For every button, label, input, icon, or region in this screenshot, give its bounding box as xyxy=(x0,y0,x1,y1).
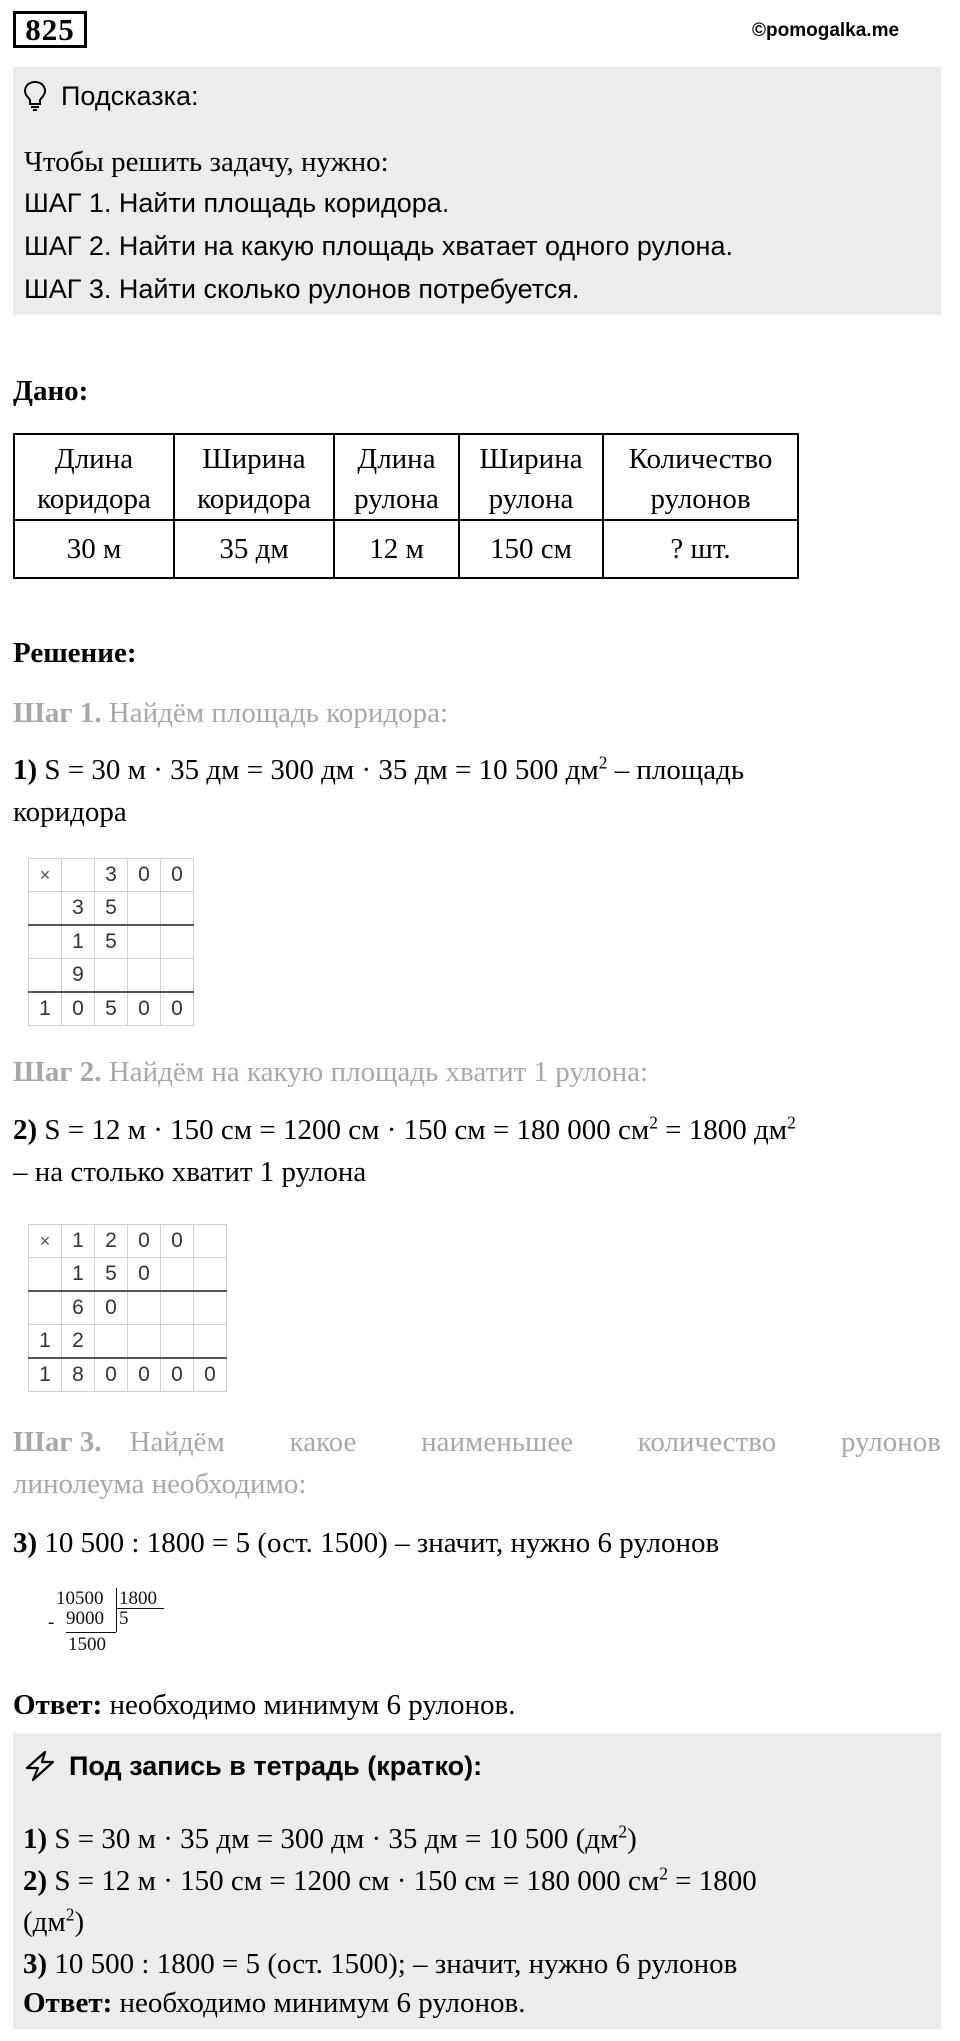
hint-step-1-label: ШАГ 1. xyxy=(24,188,112,218)
site-watermark: ©pomogalka.me xyxy=(752,20,900,41)
step-2-heading xyxy=(13,1056,648,1089)
given-header-cell: Ширина рулона xyxy=(459,434,603,520)
calc-cell xyxy=(128,1291,161,1325)
calc-cell: 0 xyxy=(161,992,194,1026)
calc-cell xyxy=(128,892,161,926)
calc-cell: 9 xyxy=(62,959,95,993)
hint-step-3-text: Найти сколько рулонов потребуется. xyxy=(118,274,580,304)
step-2-multiplication-grid xyxy=(28,1224,227,1392)
given-header-cell: Количество рулонов xyxy=(603,434,798,520)
step-3-text-line2: линолеума необходимо: xyxy=(13,1468,307,1500)
step-3-long-division xyxy=(48,1588,178,1678)
given-title: Дано: xyxy=(13,375,89,407)
step-2-number: 2) xyxy=(13,1114,38,1146)
division-subtract: 9000 xyxy=(66,1608,104,1629)
hint-step-2-label: ШАГ 2. xyxy=(24,231,112,261)
step-1-heading xyxy=(13,697,448,730)
task-number: 825 xyxy=(13,11,87,48)
division-remainder: 1500 xyxy=(68,1634,106,1655)
calc-cell: 0 xyxy=(62,992,95,1026)
step-3-formula-text: 10 500 : 1800 = 5 (ост. 1500) – значит, нужно 6 рулонов xyxy=(44,1527,720,1559)
step-3-label: Шаг 3. xyxy=(13,1426,102,1458)
notes-line-2 xyxy=(23,1865,757,1898)
step-3-text: Найдём какое наименьшее количество рулонов xyxy=(129,1426,941,1458)
calc-cell: 0 xyxy=(128,992,161,1026)
hint-intro: Чтобы решить задачу, нужно: xyxy=(24,146,389,178)
step-1-tail: – площадь xyxy=(607,754,745,786)
notes-line-2b xyxy=(23,1906,84,1939)
calc-cell: 2 xyxy=(62,1325,95,1359)
calc-cell xyxy=(161,959,194,993)
calc-cell xyxy=(29,925,62,959)
step-2-formula-a: S = 12 м · 150 см = 1200 см · 150 см = 180 000 см xyxy=(44,1114,650,1146)
calc-cell: 0 xyxy=(95,1358,128,1392)
notes-answer-text: необходимо минимум 6 рулонов. xyxy=(119,1987,526,2019)
hint-step-1-text: Найти площадь коридора. xyxy=(118,188,450,218)
step-1-number: 1) xyxy=(13,754,38,786)
calc-cell xyxy=(29,892,62,926)
division-rule xyxy=(66,1632,116,1633)
step-1-label: Шаг 1. xyxy=(13,697,102,729)
answer xyxy=(13,1689,516,1722)
solution-title: Решение: xyxy=(13,637,137,669)
calc-cell xyxy=(194,1325,227,1359)
calc-cell: 0 xyxy=(128,1225,161,1258)
division-bracket xyxy=(116,1588,117,1632)
answer-text: необходимо минимум 6 рулонов. xyxy=(109,1689,516,1721)
calc-cell xyxy=(95,1325,128,1359)
calc-cell: 0 xyxy=(128,1358,161,1392)
calc-cell: 5 xyxy=(95,1258,128,1292)
calc-cell: 1 xyxy=(29,992,62,1026)
given-value-cell: ? шт. xyxy=(603,520,798,578)
notes-line-3 xyxy=(23,1948,737,1981)
division-minus: - xyxy=(48,1612,55,1633)
notes-title xyxy=(23,1750,482,1782)
given-values-row xyxy=(14,520,798,578)
hint-step-1 xyxy=(24,188,449,219)
notes-line-2b-sup: 2 xyxy=(65,1904,75,1925)
division-divisor: 1800 xyxy=(119,1588,157,1609)
given-value-cell: 30 м xyxy=(14,520,174,578)
calc-cell: 5 xyxy=(95,892,128,926)
answer-label: Ответ: xyxy=(13,1689,103,1721)
lightbulb-icon xyxy=(23,80,47,112)
notes-line-2b-end: ) xyxy=(74,1906,85,1938)
hint-step-3 xyxy=(24,274,579,305)
step-2-line2: – на столько хватит 1 рулона xyxy=(13,1156,367,1188)
step-1-line2: коридора xyxy=(13,796,127,828)
step-1-sup: 2 xyxy=(598,752,608,773)
step-1-multiplication-grid xyxy=(28,858,194,1026)
calc-cell xyxy=(128,1325,161,1359)
step-2-formula-b: = 1800 дм xyxy=(657,1114,788,1146)
calc-cell xyxy=(194,1291,227,1325)
step-2-formula xyxy=(13,1114,796,1147)
step-1-formula-text: S = 30 м · 35 дм = 300 дм · 35 дм = 10 500 дм xyxy=(44,754,599,786)
hint-step-2-text: Найти на какую площадь хватает одного рулона. xyxy=(118,231,733,261)
notes-line-2-mid: = 1800 xyxy=(667,1865,757,1897)
calc-cell: 0 xyxy=(95,1291,128,1325)
notes-line-1-text: S = 30 м · 35 дм = 300 дм · 35 дм = 10 500 (дм xyxy=(54,1823,619,1855)
given-table xyxy=(13,433,799,579)
calc-cell xyxy=(194,1225,227,1258)
calc-cell: 1 xyxy=(62,1225,95,1258)
step-3-number: 3) xyxy=(13,1527,38,1559)
notes-line-1-number: 1) xyxy=(23,1823,48,1855)
given-header-row xyxy=(14,434,798,520)
notes-answer-label: Ответ: xyxy=(23,1987,113,2019)
notes-line-1-end: ) xyxy=(627,1823,637,1855)
calc-cell xyxy=(128,925,161,959)
step-2-label: Шаг 2. xyxy=(13,1056,102,1088)
calc-cell xyxy=(29,1291,62,1325)
notes-line-2-number: 2) xyxy=(23,1865,48,1897)
step-1-text: Найдём площадь коридора: xyxy=(108,697,449,729)
lightning-icon xyxy=(23,1750,57,1782)
hint-step-3-label: ШАГ 3. xyxy=(24,274,112,304)
calc-cell xyxy=(161,892,194,926)
calc-cell: 0 xyxy=(161,1225,194,1258)
calc-cell: 1 xyxy=(29,1358,62,1392)
step-2-sup-b: 2 xyxy=(787,1112,796,1133)
calc-cell xyxy=(62,859,95,892)
calc-cell: 3 xyxy=(62,892,95,926)
calc-cell: 0 xyxy=(194,1358,227,1392)
calc-cell: 2 xyxy=(95,1225,128,1258)
calc-cell: 1 xyxy=(62,1258,95,1292)
notes-line-2-text: S = 12 м · 150 см = 1200 см · 150 см = 180 000 см xyxy=(54,1865,660,1897)
given-value-cell: 35 дм xyxy=(174,520,334,578)
division-dividend: 10500 xyxy=(56,1588,104,1609)
hint-title-text: Подсказка: xyxy=(61,80,199,111)
calc-cell: 0 xyxy=(128,859,161,892)
given-value-cell: 12 м xyxy=(334,520,459,578)
calc-cell: 0 xyxy=(161,859,194,892)
division-quotient: 5 xyxy=(119,1608,129,1629)
notes-line-3-text: 10 500 : 1800 = 5 (ост. 1500); – значит, нужно 6 рулонов xyxy=(54,1948,738,1980)
given-value-cell: 150 см xyxy=(459,520,603,578)
calc-cell: 5 xyxy=(95,925,128,959)
given-header-cell: Ширина коридора xyxy=(174,434,334,520)
calc-cell: 1 xyxy=(62,925,95,959)
calc-cell: 1 xyxy=(29,1325,62,1359)
step-1-formula xyxy=(13,754,744,787)
step-2-sup-a: 2 xyxy=(649,1112,658,1133)
calc-cell xyxy=(95,959,128,993)
notes-line-2-sup: 2 xyxy=(659,1863,668,1884)
notes-line-2b-text: (дм xyxy=(23,1906,66,1938)
calc-cell: × xyxy=(29,859,62,892)
calc-cell: 3 xyxy=(95,859,128,892)
hint-step-2 xyxy=(24,231,733,262)
calc-cell xyxy=(161,1325,194,1359)
notes-line-3-number: 3) xyxy=(23,1948,48,1980)
calc-cell xyxy=(29,959,62,993)
notes-line-1 xyxy=(23,1823,637,1856)
calc-cell: × xyxy=(29,1225,62,1258)
calc-cell: 6 xyxy=(62,1291,95,1325)
step-3-heading xyxy=(13,1426,941,1459)
calc-cell: 0 xyxy=(128,1258,161,1292)
calc-cell xyxy=(29,1258,62,1292)
calc-cell: 5 xyxy=(95,992,128,1026)
given-header-cell: Длина рулона xyxy=(334,434,459,520)
step-2-text: Найдём на какую площадь хватит 1 рулона: xyxy=(108,1056,649,1088)
hint-title xyxy=(23,80,199,112)
calc-cell xyxy=(161,1291,194,1325)
notes-answer xyxy=(23,1987,526,2020)
given-header-cell: Длина коридора xyxy=(14,434,174,520)
calc-cell xyxy=(194,1258,227,1292)
calc-cell: 8 xyxy=(62,1358,95,1392)
calc-cell xyxy=(161,1258,194,1292)
calc-cell xyxy=(161,925,194,959)
calc-cell xyxy=(128,959,161,993)
calc-cell: 0 xyxy=(161,1358,194,1392)
notes-line-1-sup: 2 xyxy=(618,1821,628,1842)
notes-title-text: Под запись в тетрадь (кратко): xyxy=(69,1750,483,1781)
step-3-formula xyxy=(13,1527,719,1560)
